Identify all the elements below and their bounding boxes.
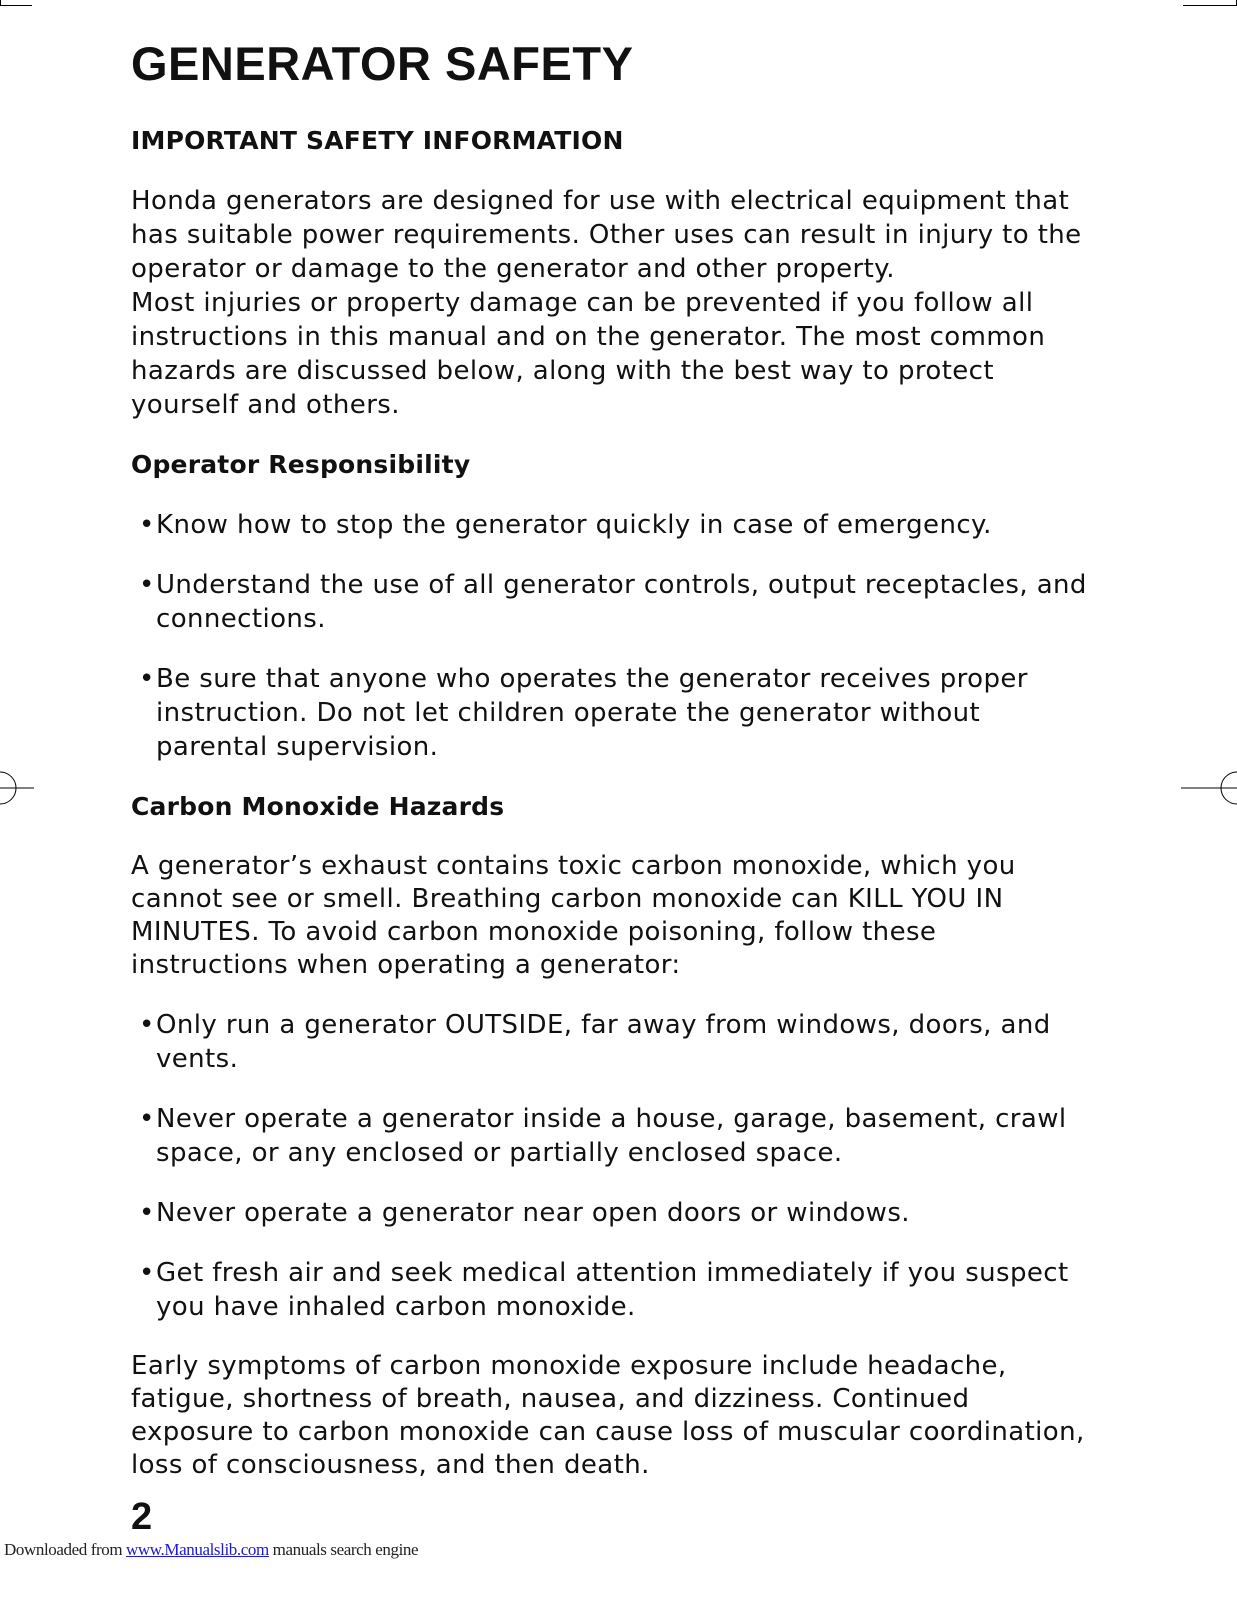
list-item — [131, 508, 1091, 542]
co-closing-paragraph: Early symptoms of carbon monoxide exposure include headache, fatigue, shortness of breath, nausea, and dizziness. Continued exposure to carbon monoxide can cause loss of muscular coordination, loss of consciousness, and then death. — [131, 1351, 1085, 1480]
crop-mark-top-right-h — [1183, 5, 1237, 6]
crop-mark-top-left-h — [0, 5, 32, 6]
safety-paragraph-2: Most injuries or property damage can be prevented if you follow all instructions in this manual and on the generator. The most common hazards are discussed below, along with the best way to protect yourself and others. — [131, 288, 1046, 420]
registration-mark-right — [1181, 770, 1237, 806]
page-content — [131, 36, 1091, 1508]
section-heading-safety: IMPORTANT SAFETY INFORMATION — [131, 126, 624, 155]
bullet-icon: • — [139, 1258, 155, 1288]
registration-mark-left — [0, 770, 36, 806]
list-item — [131, 568, 1091, 636]
safety-paragraph-1: Honda generators are designed for use with electrical equipment that has suitable power requirements. Other uses can result in injury to the operator or damage to the generator and other property. — [131, 186, 1082, 284]
list-item-text: Be sure that anyone who operates the generator receives proper instruction. Do not let children operate the generator without parental supervision. — [156, 664, 1028, 762]
manualslib-link[interactable]: www.Manualslib.com — [126, 1540, 269, 1559]
bullet-icon: • — [139, 510, 155, 540]
list-item — [131, 662, 1091, 764]
bullet-icon: • — [139, 664, 155, 694]
bullet-icon: • — [139, 1104, 155, 1134]
list-item-text: Get fresh air and seek medical attention immediately if you suspect you have inhaled carbon monoxide. — [156, 1258, 1069, 1322]
section-heading-operator: Operator Responsibility — [131, 450, 471, 479]
bullet-icon: • — [139, 1010, 155, 1040]
list-item — [131, 1196, 1091, 1230]
list-item-text: Know how to stop the generator quickly in case of emergency. — [156, 510, 992, 540]
list-item-text: Only run a generator OUTSIDE, far away from windows, doors, and vents. — [156, 1010, 1051, 1074]
page-number: 2 — [131, 1496, 153, 1538]
section-heading-carbon-monoxide: Carbon Monoxide Hazards — [131, 792, 505, 821]
bullet-icon: • — [139, 570, 155, 600]
co-intro-paragraph: A generator’s exhaust contains toxic carbon monoxide, which you cannot see or smell. Breathing carbon monoxide can KILL YOU IN MINUTES. To avoid carbon monoxide poisoning, follow these instructions when operating a generator: — [131, 851, 1016, 980]
list-item — [131, 1008, 1091, 1076]
list-item-text: Understand the use of all generator controls, output receptacles, and connections. — [156, 570, 1087, 634]
footer-suffix: manuals search engine — [268, 1540, 419, 1559]
footer-prefix: Downloaded from — [4, 1540, 127, 1559]
download-footer — [4, 1540, 418, 1560]
bullet-icon: • — [139, 1198, 155, 1228]
list-item-text: Never operate a generator inside a house, garage, basement, crawl space, or any enclosed or partially enclosed space. — [156, 1104, 1067, 1168]
page-title: GENERATOR SAFETY — [131, 37, 634, 90]
list-item-text: Never operate a generator near open doors or windows. — [156, 1198, 910, 1228]
list-item — [131, 1256, 1091, 1324]
list-item — [131, 1102, 1091, 1170]
